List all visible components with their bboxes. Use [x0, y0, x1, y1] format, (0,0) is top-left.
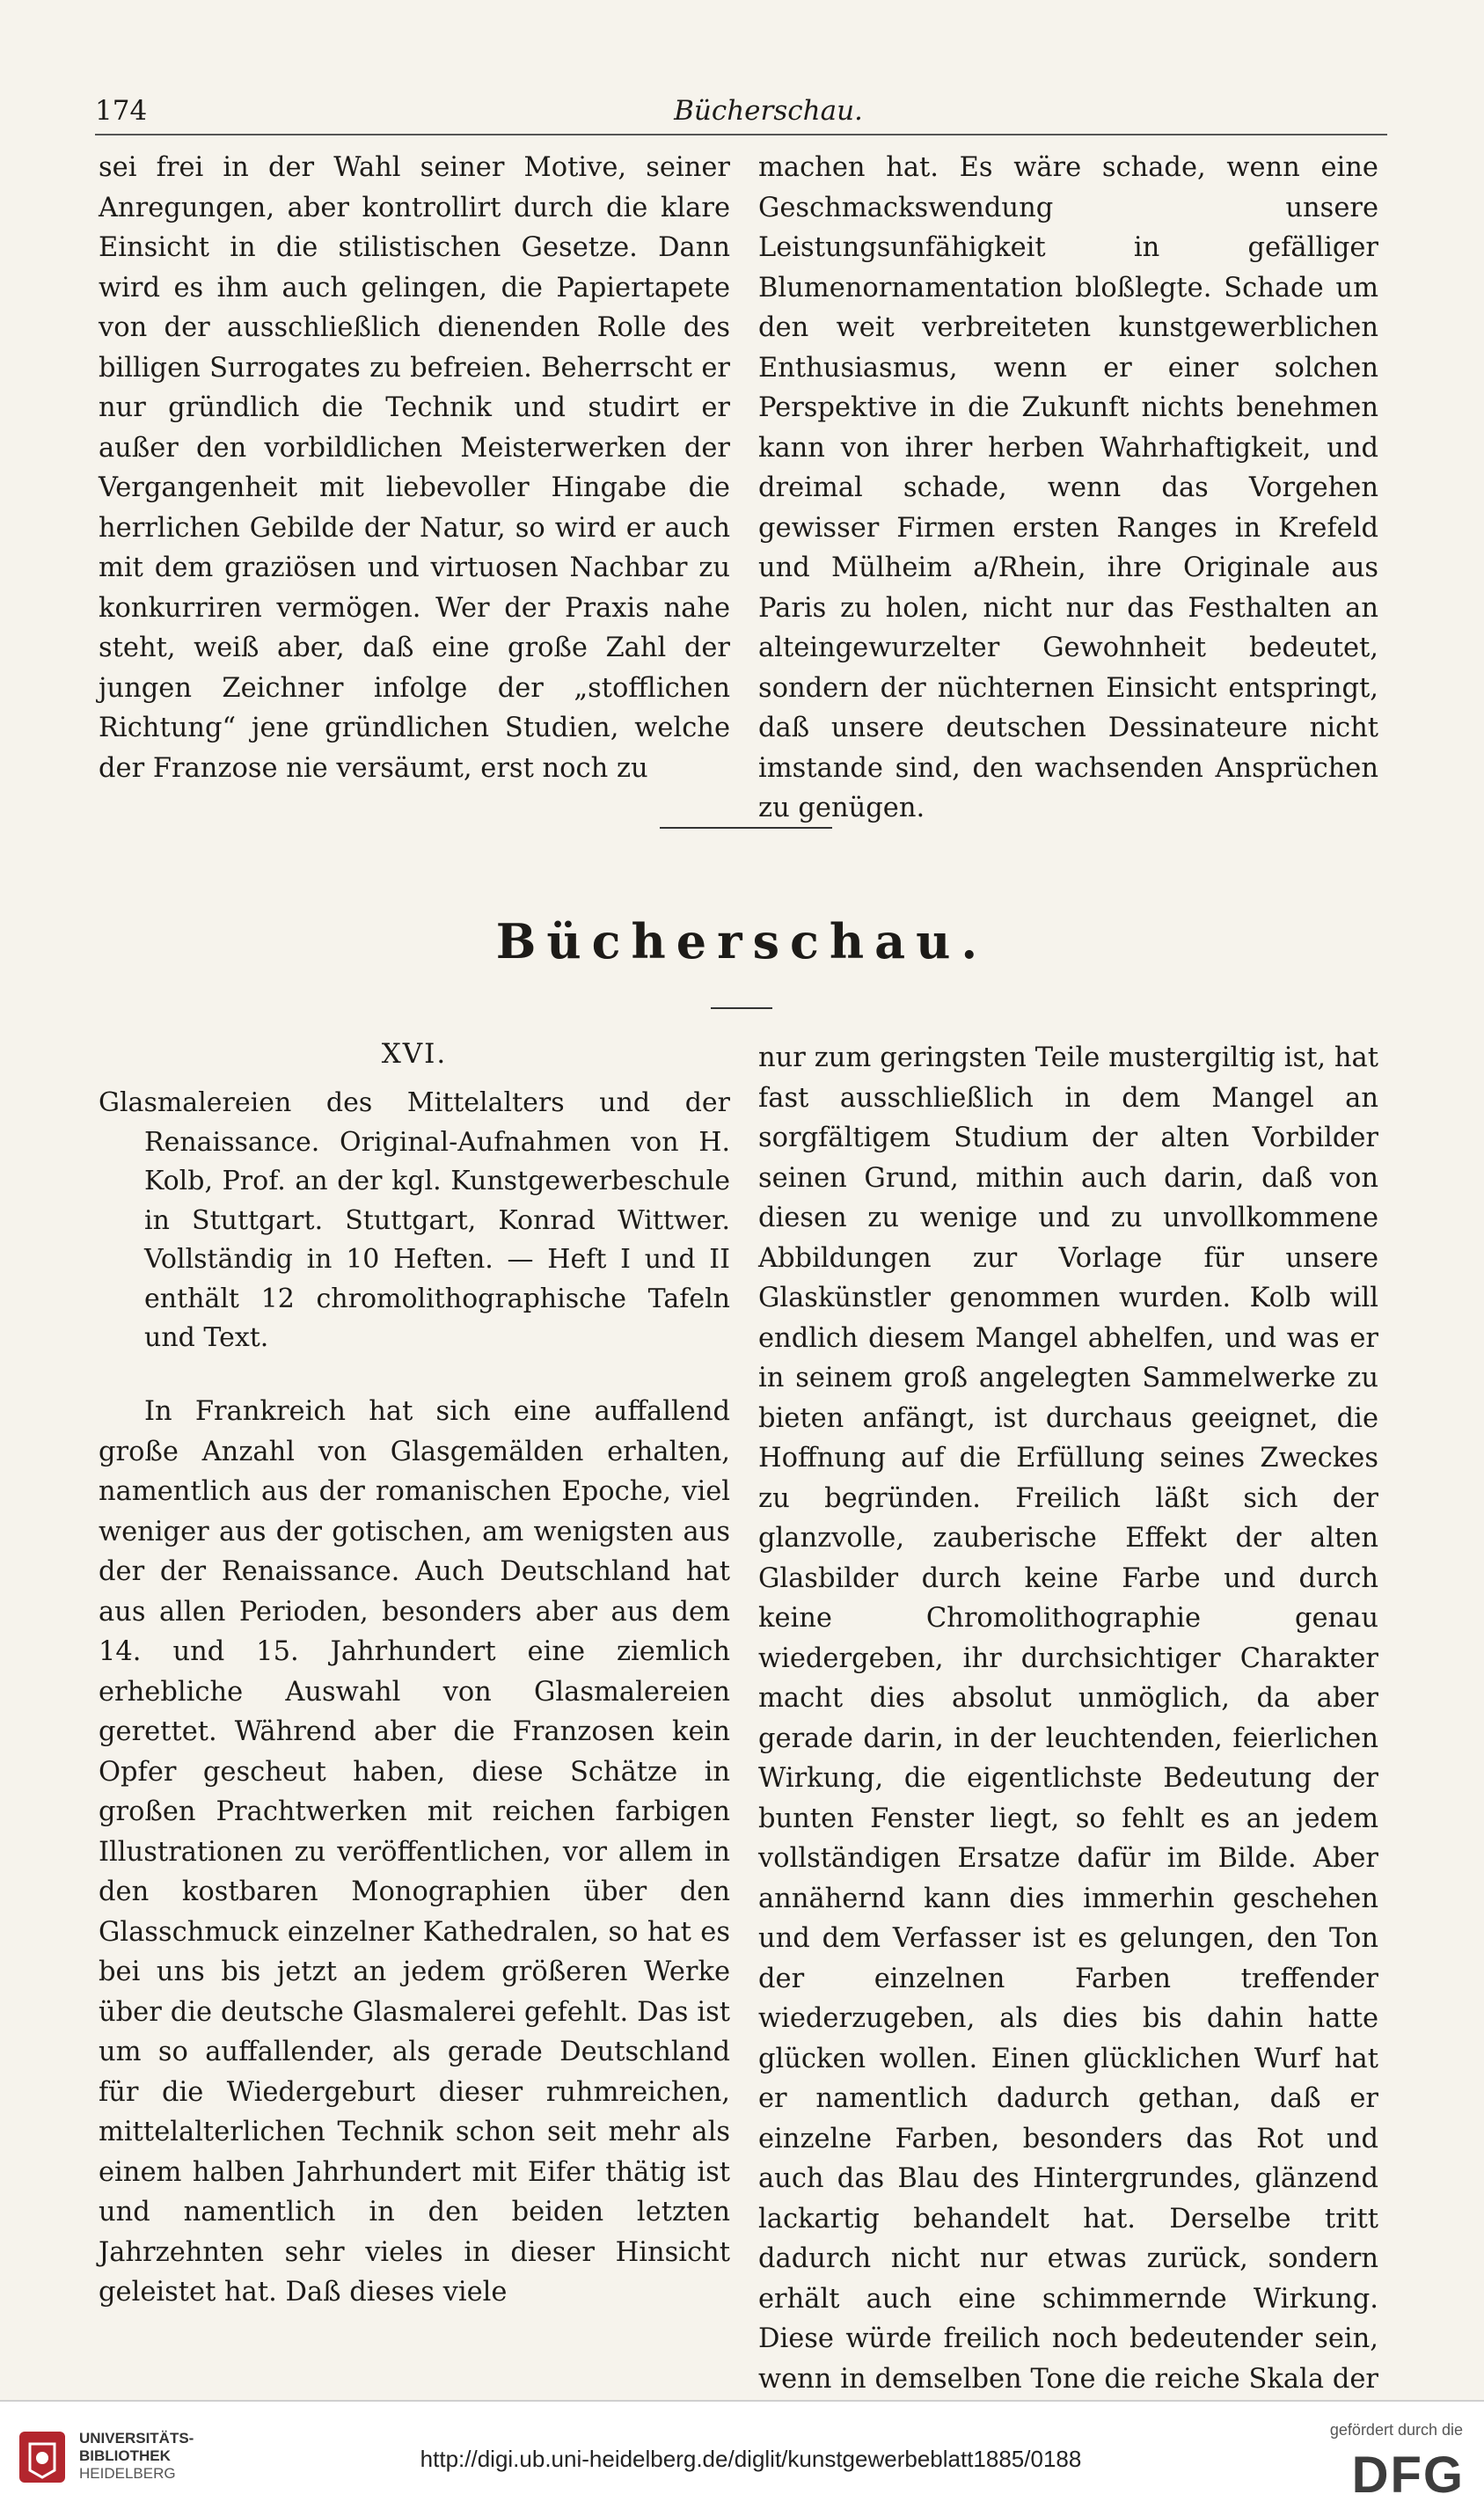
paragraph: nur zum geringsten Teile mustergiltig ist, hat fast ausschließlich in dem Mangel an sorgfältigem Studium der alten Vorbilder seinen Grund, mithin auch darin, daß von diesen zu wenige und zu unvollkommene Abbildungen zur Vorlage für unsere Glaskünstler genommen wurden. Kolb will endlich diesem Mangel abhelfen, und was er in seinem groß angelegten Sammelwerke zu bieten anfängt, ist durchaus geeignet, die Hoffnung auf die Erfüllung seines Zweckes zu begründen. Freilich läßt sich der glanzvolle, zauberische Effekt der alten Glasbilder durch keine Farbe und durch keine Chromolithographie genau wiedergeben, ihr durchsichtiger Charakter macht dies absolut unmöglich, da aber gerade darin, in der leuchtenden, feierlichen Wirkung, die eigentlichste Bedeutung der bunten Fenster liegt, so fehlt es an jedem vollständigen Ersatze dafür im Bilde. Aber annähernd kann dies immerhin geschehen und dem Verfasser ist es gelungen, den Ton der einzelnen Farben treffender wiederzugeben, als dies bis dahin hatte glücken wollen. Einen glücklichen Wurf hat er namentlich dadurch gethan, daß er einzelne Farben, besonders das Rot und auch das Blau des Hintergrundes, glänzend lackartig behandelt hat. Derselbe tritt dadurch nicht nur etwas zurück, sondern erhält auch eine schimmernde Wirkung. Diese würde freilich noch bedeutender sein, wenn in demselben Tone die reiche Skala der: [758, 1042, 1378, 2395]
section-title: Bücherschau.: [495, 913, 989, 969]
bottom-right-column: [758, 1038, 1378, 2440]
top-right-column: [758, 148, 1378, 829]
dfg-logo: DFG: [1351, 2447, 1465, 2504]
page-number: 174: [95, 95, 148, 127]
running-header: [0, 95, 1484, 139]
library-name: UNIVERSITÄTS- BIBLIOTHEK HEIDELBERG: [79, 2430, 194, 2482]
bibliographic-entry: Glasmalereien des Mittelalters und der Renaissance. Original-Aufnahmen von H. Kolb, Prof. an der kgl. Kunstgewerbeschule in Stuttgart. Stuttgart, Konrad Wittwer. Vollständig in 10 Heften. — Heft I und II enthält 12 chromolithographische Tafeln und Text.: [99, 1087, 730, 1353]
paragraph: In Frankreich hat sich eine auffallend große Anzahl von Glasgemälden erhalten, namentlich aus der romanischen Epoche, viel weniger aus der gotischen, am wenigsten aus der der Renaissance. Auch Deutschland hat aus allen Perioden, besonders aber aus dem 14. und 15. Jahrhundert eine ziemlich erhebliche Auswahl von Glasmalereien gerettet. Während aber die Franzosen kein Opfer gescheut haben, diese Schätze in großen Prachtwerken mit reichen farbigen Illustrationen zu veröffentlichen, vor allem in den kostbaren Monographien über den Glasschmuck einzelner Kathedralen, so hat es bei uns bis jetzt an jedem größeren Werke über die deutsche Glasmalerei gefehlt. Das ist um so auffallender, als gerade Deutschland für die Wiedergeburt dieser ruhmreichen, mittelalterlichen Technik schon seit mehr als einem halben Jahrhundert mit Eifer thätig ist und namentlich in den beiden letzten Jahrzehnten sehr vieles in dieser Hinsicht geleistet hat. Daß dieses viele: [99, 1396, 730, 2308]
review-entry-header: [99, 1084, 730, 1358]
review-number: XVI.: [381, 1038, 448, 1070]
source-url-link[interactable]: http://digi.ub.uni-heidelberg.de/diglit/kunstgewerbeblatt1885/0188: [420, 2446, 1082, 2472]
paragraph: machen hat. Es wäre schade, wenn eine Geschmackswendung unsere Leistungsunfähigkeit in gefälliger Blumenornamentation bloßlegte. Schade um den weit verbreiteten kunstgewerblichen Enthusiasmus, wenn er einer solchen Perspektive in die Zukunft nichts benehmen kann von ihrer herben Wahrhaftigkeit, und dreimal schade, wenn das Vorgehen gewisser Firmen ersten Ranges in Krefeld und Mülheim a/Rhein, ihre Originale aus Paris zu holen, nicht nur das Festhalten an alteingewurzelter Gewohnheit bedeutet, sondern der nüchternen Einsicht entspringt, daß unsere deutschen Dessinateure nicht imstande sind, den wachsenden Ansprüchen zu genügen.: [758, 152, 1378, 823]
section-separator: [660, 827, 832, 829]
title-rule: [711, 1007, 772, 1009]
funded-by-label: gefördert durch die: [1329, 2421, 1463, 2439]
header-rule: [95, 134, 1387, 135]
bottom-left-column: [99, 1392, 730, 2313]
running-title: Bücherschau.: [674, 95, 863, 127]
footer-bar: [0, 2400, 1484, 2509]
paragraph: sei frei in der Wahl seiner Motive, seiner Anregungen, aber kontrollirt durch die klare Einsicht in die stilistischen Gesetze. Dann wird es ihm auch gelingen, die Papiertapete von der ausschließlich dienenden Rolle des billigen Surrogates zu befreien. Beherrscht er nur gründlich die Technik und studirt er außer den vorbildlichen Meisterwerken der Vergangenheit mit liebevoller Hingabe die herrlichen Gebilde der Natur, so wird er auch mit dem graziösen und virtuosen Nachbar zu konkurriren vermögen. Wer der Praxis nahe steht, weiß aber, daß eine große Zahl der jungen Zeichner infolge der „stofflichen Richtung“ jene gründlichen Studien, welche der Franzose nie versäumt, erst noch zu: [99, 152, 730, 784]
footer-rule: [0, 2400, 1484, 2402]
top-left-column: [99, 148, 730, 788]
